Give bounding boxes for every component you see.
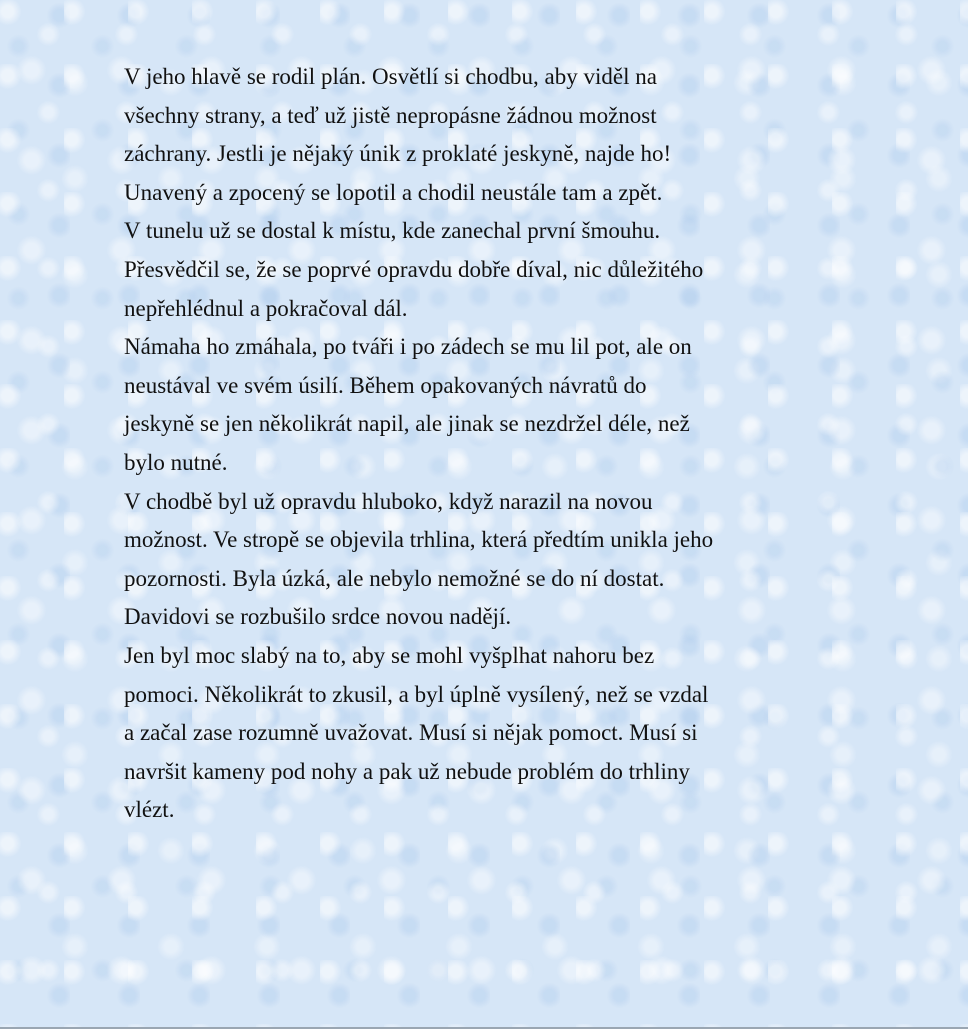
text-line: pozornosti. Byla úzká, ale nebylo nemožné se do ní dostat. — [124, 565, 665, 591]
text-line: nepřehlédnul a pokračoval dál. — [124, 295, 408, 321]
text-column — [124, 58, 904, 830]
text-line: záchrany. Jestli je nějaký únik z proklaté jeskyně, najde ho! — [124, 141, 672, 167]
text-line: všechny strany, a teď už jistě nepropásne žádnou možnost — [124, 102, 657, 128]
text-line: Námaha ho zmáhala, po tváři i po zádech se mu lil pot, ale on — [124, 334, 692, 360]
text-line: V tunelu už se dostal k místu, kde zanechal první šmouhu. — [124, 218, 661, 244]
text-line: pomoci. Několikrát to zkusil, a byl úplně vysílený, než se vzdal — [124, 681, 709, 707]
text-line: Jen byl moc slabý na to, aby se mohl vyšplhat nahoru bez — [124, 642, 655, 668]
text-line: V chodbě byl už opravdu hluboko, když narazil na novou — [124, 488, 653, 514]
text-line: bylo nutné. — [124, 449, 228, 475]
text-line: Přesvědčil se, že se poprvé opravdu dobře díval, nic důležitého — [124, 256, 704, 282]
text-line: neustával ve svém úsilí. Během opakovaných návratů do — [124, 372, 647, 398]
text-line: a začal zase rozumně uvažovat. Musí si nějak pomoct. Musí si — [124, 720, 698, 746]
text-line: Davidovi se rozbušilo srdce novou nadějí. — [124, 604, 512, 630]
text-line: vlézt. — [124, 797, 175, 823]
text-line: navršit kameny pod nohy a pak už nebude problém do trhliny — [124, 758, 690, 784]
text-line: Unavený a zpocený se lopotil a chodil neustále tam a zpět. — [124, 179, 663, 205]
text-line: jeskyně se jen několikrát napil, ale jinak se nezdržel déle, než — [124, 411, 690, 437]
text-line: V jeho hlavě se rodil plán. Osvětlí si chodbu, aby viděl na — [124, 64, 657, 89]
text-line: možnost. Ve stropě se objevila trhlina, která předtím unikla jeho — [124, 527, 714, 553]
